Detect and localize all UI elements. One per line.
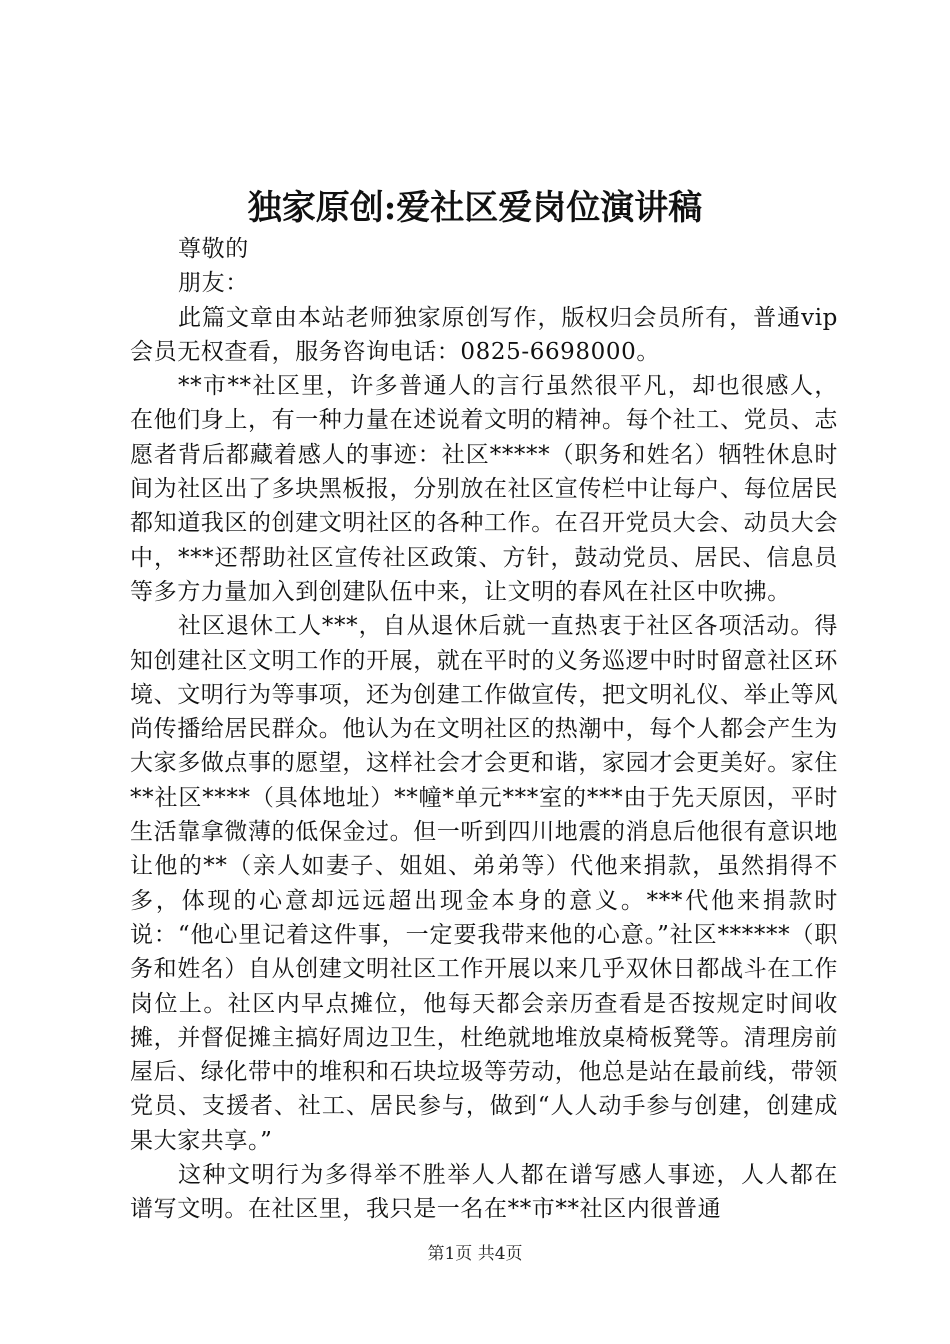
body-paragraph: 这种文明行为多得举不胜举人人都在谱写感人事迹，人人都在谱写文明。在社区里，我只是一名在**市**社区内很普通 (130, 1162, 838, 1223)
document-title: 独家原创:爱社区爱岗位演讲稿 (247, 188, 703, 228)
salutation-line-1: 尊敬的 (178, 236, 249, 262)
body-paragraph: 社区退休工人***，自从退休后就一直热衷于社区各项活动。得知创建社区文明工作的开展，就在平时的义务巡逻中时时留意社区环境、文明行为等事项，还为创建工作做宣传，把文明礼仪、举止等风尚传播给居民群众。他认为在文明社区的热潮中，每个人都会产生为大家多做点事的愿望，这样社会才会更和谐，家园才会更美好。家住**社区****（具体地址）**幢*单元***室的***由于先天原因，平时生活靠拿微薄的低保金过。但一听到四川地震的消息后他很有意识地让他的**（亲人如妻子、姐姐、弟弟等）代他来捐款，虽然捐得不多，体现的心意却远远超出现金本身的意义。***代他来捐款时说：“他心里记着这件事，一定要我带来他的心意。”社区******（职务和姓名）自从创建文明社区工作开展以来几乎双休日都战斗在工作岗位上。社区内早点摊位，他每天都会亲历查看是否按规定时间收摊，并督促摊主搞好周边卫生，杜绝就地堆放桌椅板凳等。清理房前屋后、绿化带中的堆积和石块垃圾等劳动，他总是站在最前线，带领党员、支援者、社工、居民参与，做到“人人动手参与创建，创建成果大家共享。” (130, 613, 838, 1154)
salutation-line-2: 朋友： (178, 270, 249, 297)
body-paragraph: **市**社区里，许多普通人的言行虽然很平凡，却也很感人，在他们身上，有一种力量在述说着文明的精神。每个社工、党员、志愿者背后都藏着感人的事迹：社区*****（职务和姓名）牺牲休息时间为社区出了多块黑板报，分别放在社区宣传栏中让每户、每位居民都知道我区的创建文明社区的各种工作。在召开党员大会、动员大会中，***还帮助社区宣传社区政策、方针，鼓动党员、居民、信息员等多方力量加入到创建队伍中来，让文明的春风在社区中吹拂。 (130, 373, 838, 605)
copyright-notice-paragraph: 此篇文章由本站老师独家原创写作，版权归会员所有，普通vip会员无权查看，服务咨询电话：0825-6698000。 (130, 304, 838, 365)
document-body (130, 232, 838, 1227)
page-number-footer: 第1页 共4页 (427, 1244, 523, 1264)
